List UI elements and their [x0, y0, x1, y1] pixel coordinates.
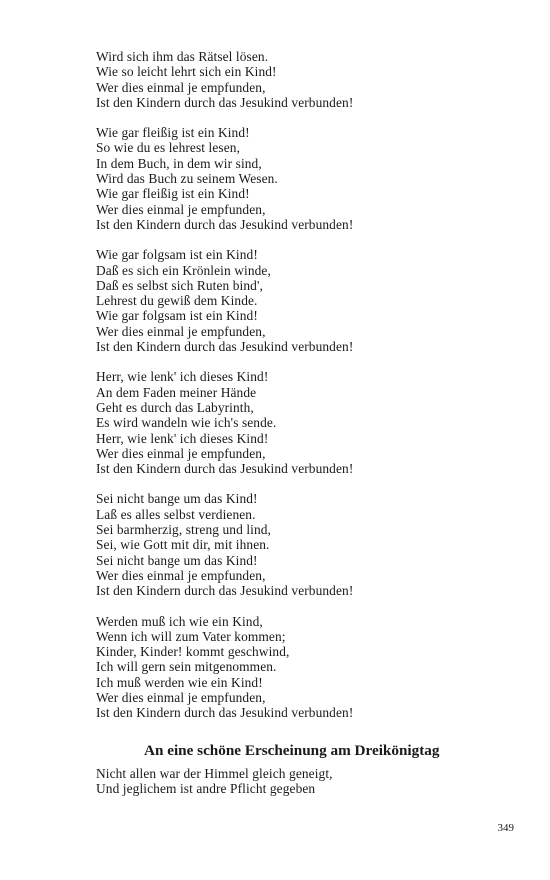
- poem-line: Ich will gern sein mitgenommen.: [96, 659, 277, 675]
- poem-line: Geht es durch das Labyrinth,: [96, 399, 254, 415]
- poem-line: Wie so leicht lehrt sich ein Kind!: [96, 64, 277, 80]
- poem-line: Wer dies einmal je empfunden,: [96, 567, 266, 583]
- poem-line: Wird sich ihm das Rätsel lösen.: [96, 49, 269, 64]
- poem-line: Lehrest du gewiß dem Kinde.: [96, 293, 258, 309]
- poem-stanza: [96, 247, 516, 354]
- poem-line: Sei nicht bange um das Kind!: [96, 552, 258, 568]
- poem-line: So wie du es lehrest lesen,: [96, 140, 241, 156]
- poem-line: Sei, wie Gott mit dir, mit ihnen.: [96, 537, 270, 553]
- poem-line: Wer dies einmal je empfunden,: [96, 689, 266, 705]
- poem-stanza: [96, 614, 516, 721]
- poem-line: Wird das Buch zu seinem Wesen.: [96, 171, 278, 187]
- poem-line: Ist den Kindern durch das Jesukind verbunden!: [96, 705, 354, 721]
- poem-line: Kinder, Kinder! kommt geschwind,: [96, 644, 290, 660]
- poem-stanza: [96, 49, 516, 110]
- poem-line: Wer dies einmal je empfunden,: [96, 323, 266, 339]
- poem-line: Sei nicht bange um das Kind!: [96, 491, 258, 507]
- poem-line: Ist den Kindern durch das Jesukind verbunden!: [96, 583, 354, 599]
- poem-stanza: [96, 369, 516, 476]
- poem-line: Sei barmherzig, streng und lind,: [96, 522, 272, 538]
- poem-line: Wie gar folgsam ist ein Kind!: [96, 308, 258, 324]
- poem-line: An dem Faden meiner Hände: [96, 384, 257, 400]
- poem-line: Daß es selbst sich Ruten bind',: [96, 277, 263, 293]
- poem-title: An eine schöne Erscheinung am Dreikönigtag: [144, 741, 440, 759]
- poem-line: Wenn ich will zum Vater kommen;: [96, 628, 286, 644]
- poem-line: Es wird wandeln wie ich's sende.: [96, 415, 277, 431]
- poem-line: Ist den Kindern durch das Jesukind verbunden!: [96, 461, 354, 477]
- poem-line: Und jeglichem ist andre Pflicht gegeben: [96, 780, 316, 796]
- poem-line: Werden muß ich wie ein Kind,: [96, 613, 263, 629]
- poem-line: Herr, wie lenk' ich dieses Kind!: [96, 369, 269, 385]
- poem-line: Laß es alles selbst verdienen.: [96, 506, 256, 522]
- poem-line: Wer dies einmal je empfunden,: [96, 201, 266, 217]
- poem-line: Wie gar fleißig ist ein Kind!: [96, 186, 250, 202]
- poem-line: In dem Buch, in dem wir sind,: [96, 155, 262, 171]
- poem-line: Wie gar fleißig ist ein Kind!: [96, 125, 250, 141]
- poem-line: Ist den Kindern durch das Jesukind verbunden!: [96, 216, 354, 232]
- poem-line: Ist den Kindern durch das Jesukind verbunden!: [96, 94, 354, 110]
- poem-line: Wer dies einmal je empfunden,: [96, 445, 266, 461]
- poem-line: Daß es sich ein Krönlein winde,: [96, 262, 271, 278]
- poem-line: Nicht allen war der Himmel gleich geneigt,: [96, 765, 333, 781]
- poem-line: Wer dies einmal je empfunden,: [96, 79, 266, 95]
- poem-stanza: [96, 766, 516, 797]
- poem-stanza: [96, 491, 516, 598]
- page-number: 349: [497, 822, 514, 834]
- poem-line: Wie gar folgsam ist ein Kind!: [96, 247, 258, 263]
- poem-line: Ich muß werden wie ein Kind!: [96, 674, 263, 690]
- text-block: [96, 49, 516, 811]
- poem-line: Herr, wie lenk' ich dieses Kind!: [96, 430, 269, 446]
- poem-line: Ist den Kindern durch das Jesukind verbunden!: [96, 339, 354, 355]
- poem-stanza: [96, 125, 516, 232]
